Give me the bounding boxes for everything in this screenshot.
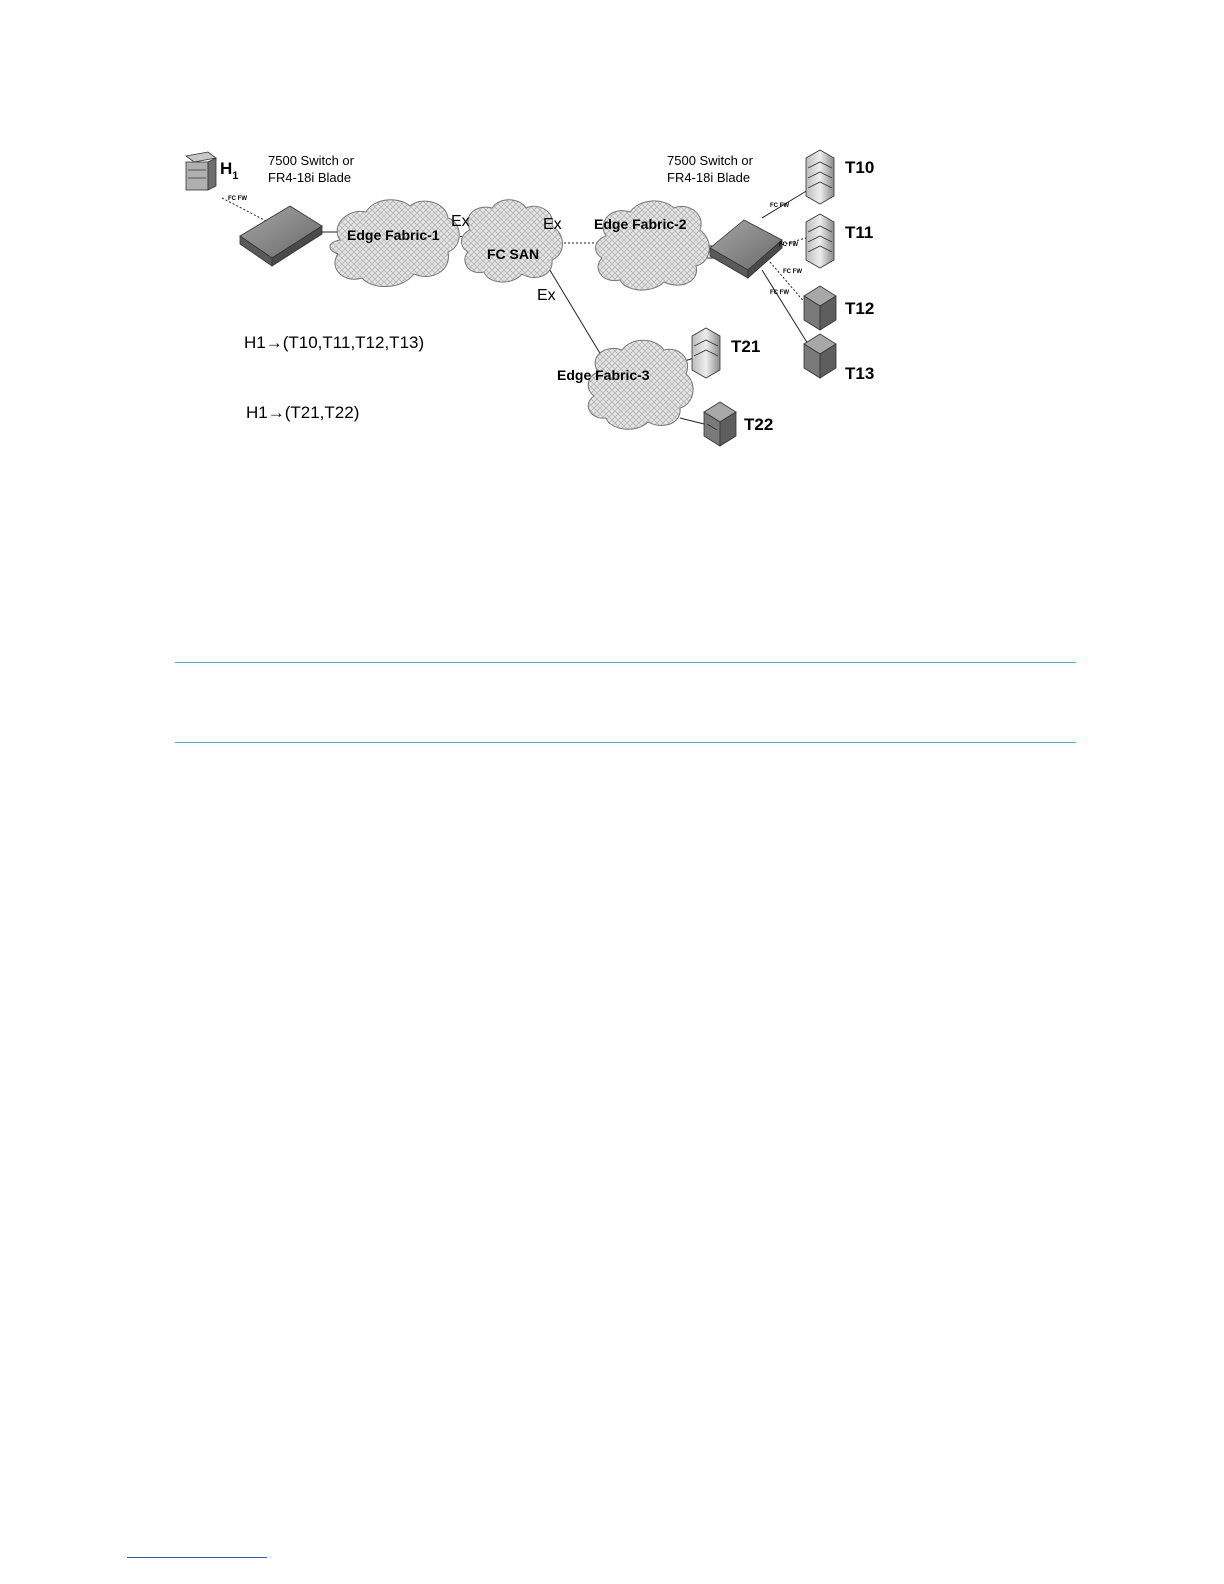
fcfw-label: FC FW <box>228 196 247 202</box>
edge-fabric-2-cloud <box>596 201 710 290</box>
note-top-rule <box>175 662 1076 663</box>
target-t12-icon <box>804 286 836 330</box>
fabric-label-edge2: Edge Fabric-2 <box>594 216 687 232</box>
fabric-label-edge1: Edge Fabric-1 <box>347 227 440 243</box>
ex-port-label: Ex <box>451 213 470 230</box>
target-t22-icon <box>704 402 736 446</box>
fabric-label-edge3: Edge Fabric-3 <box>557 367 650 383</box>
target-label-t10: T10 <box>845 158 875 177</box>
switch-right-label-line1: 7500 Switch or <box>667 153 753 168</box>
target-label-t13: T13 <box>845 364 875 383</box>
footnote-rule <box>127 1557 267 1558</box>
target-label-t11: T11 <box>845 223 874 242</box>
target-label-t22: T22 <box>744 415 774 434</box>
fcfw-label: FC FW <box>770 290 789 296</box>
edge-fabric-3-cloud <box>588 340 693 429</box>
mapping-note-1: H1→(T10,T11,T12,T13) <box>244 333 425 352</box>
host-label <box>220 159 238 182</box>
mapping-note-2: H1→(T21,T22) <box>246 403 360 422</box>
target-t13-icon <box>804 334 836 378</box>
fabric-label-fcsan: FC SAN <box>487 246 540 262</box>
host-h1-icon <box>186 152 216 190</box>
fcfw-label: FC FW <box>770 203 789 209</box>
target-t11-icon <box>806 214 834 268</box>
fcfw-label: FC FW <box>779 242 798 248</box>
switch-left-label-line1: 7500 Switch or <box>268 153 354 168</box>
switch-left-icon <box>240 206 322 266</box>
switch-right-label-line2: FR4-18i Blade <box>667 170 751 185</box>
edge-fabric-1-cloud <box>330 200 459 287</box>
host-label-sub: 1 <box>232 170 239 182</box>
switch-right-icon <box>710 220 782 278</box>
target-label-t12: T12 <box>845 299 875 318</box>
ex-port-label: Ex <box>537 287 556 304</box>
switch-left-label-line2: FR4-18i Blade <box>268 170 352 185</box>
fcfw-label: FC FW <box>783 269 802 275</box>
target-label-t21: T21 <box>731 337 761 356</box>
target-t21-icon <box>692 328 720 378</box>
fcr-topology-diagram <box>0 0 1224 480</box>
target-t10-icon <box>806 150 834 204</box>
ex-port-label: Ex <box>543 216 562 233</box>
note-bottom-rule <box>175 742 1076 743</box>
fc-san-cloud <box>461 200 562 282</box>
host-label-main: H <box>220 159 233 178</box>
